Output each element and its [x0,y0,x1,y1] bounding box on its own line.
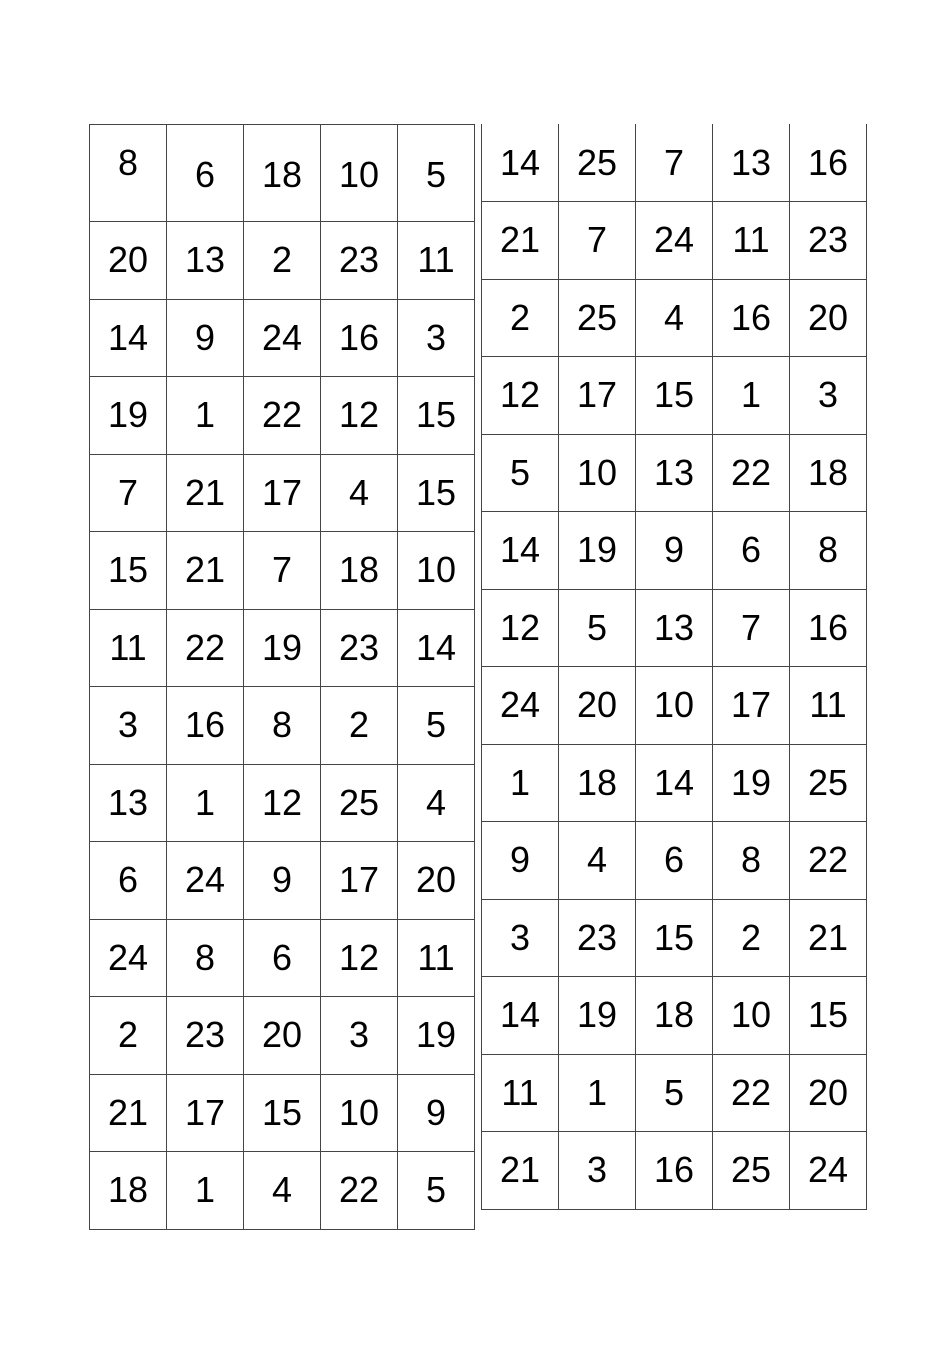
grid-cell: 22 [321,1152,398,1230]
grid-cell: 20 [559,667,636,745]
grid-cell: 9 [167,299,244,377]
grid-cell: 7 [244,532,321,610]
grid-cell: 23 [167,997,244,1075]
grid-row [90,842,475,920]
grid-cell: 24 [482,667,559,745]
grid-cell: 18 [321,532,398,610]
grid-cell: 3 [398,299,475,377]
grid-cell: 18 [790,434,867,512]
grid-cell: 1 [167,1152,244,1230]
grid-cell: 8 [713,822,790,900]
grid-cell: 15 [398,454,475,532]
grid-cell: 2 [713,899,790,977]
grid-cell: 11 [482,1054,559,1132]
grid-cell: 20 [244,997,321,1075]
grid-cell: 19 [244,609,321,687]
grid-cell: 22 [713,1054,790,1132]
grid-cell: 3 [321,997,398,1075]
grid-cell: 12 [482,357,559,435]
grid-cell: 25 [559,124,636,202]
grid-cell: 23 [321,222,398,300]
grid-cell: 23 [559,899,636,977]
grid-cell: 15 [398,377,475,455]
grid-row [482,899,867,977]
grid-cell: 11 [790,667,867,745]
grid-cell: 14 [482,512,559,590]
grid-row [482,977,867,1055]
grid-cell: 2 [244,222,321,300]
grid-cell: 10 [713,977,790,1055]
grid-row [482,202,867,280]
grid-cell: 16 [790,589,867,667]
grid-row [482,279,867,357]
grid-row [482,124,867,202]
grid-row [90,997,475,1075]
grid-cell: 12 [321,919,398,997]
grid-cell: 19 [559,977,636,1055]
grid-cell: 18 [244,125,321,222]
grid-cell: 1 [713,357,790,435]
grid-cell: 15 [244,1074,321,1152]
grid-cell: 20 [90,222,167,300]
grid-cell: 15 [790,977,867,1055]
grid-cell: 19 [713,744,790,822]
grid-cell: 5 [482,434,559,512]
grid-cell: 3 [790,357,867,435]
grid-cell: 13 [167,222,244,300]
grid-cell: 1 [167,764,244,842]
grid-cell: 11 [713,202,790,280]
grid-cell: 25 [713,1132,790,1210]
grid-cell: 9 [244,842,321,920]
grid-row [482,512,867,590]
grid-cell: 8 [790,512,867,590]
grid-row [90,1074,475,1152]
grid-row [90,377,475,455]
grid-cell: 16 [713,279,790,357]
grid-row [482,357,867,435]
grid-cell: 20 [790,1054,867,1132]
grid-cell: 14 [482,977,559,1055]
grid-cell: 4 [321,454,398,532]
grid-cell: 3 [559,1132,636,1210]
grid-cell: 13 [636,434,713,512]
grid-row [90,687,475,765]
grid-cell: 5 [559,589,636,667]
grid-cell: 10 [321,1074,398,1152]
grid-cell: 11 [398,222,475,300]
grid-cell: 11 [398,919,475,997]
grid-cell: 9 [636,512,713,590]
grid-cell: 12 [244,764,321,842]
grid-cell: 2 [90,997,167,1075]
grid-cell: 14 [90,299,167,377]
grid-cell: 4 [244,1152,321,1230]
grid-cell: 18 [90,1152,167,1230]
grid-cell: 15 [636,357,713,435]
grid-cell: 16 [636,1132,713,1210]
right-grid-body [482,124,867,1209]
grid-cell: 11 [90,609,167,687]
grid-cell: 18 [559,744,636,822]
grid-cell: 23 [790,202,867,280]
grid-cell: 13 [713,124,790,202]
grid-cell: 20 [790,279,867,357]
grid-row [90,609,475,687]
grid-cell: 22 [167,609,244,687]
grid-cell: 13 [90,764,167,842]
grid-cell: 8 [244,687,321,765]
grid-cell: 1 [482,744,559,822]
grid-cell: 4 [398,764,475,842]
grid-cell: 19 [90,377,167,455]
grid-cell: 17 [713,667,790,745]
grid-cell: 19 [559,512,636,590]
grid-cell: 16 [167,687,244,765]
grid-cell: 12 [482,589,559,667]
grid-cell: 7 [559,202,636,280]
grid-cell: 6 [90,842,167,920]
grid-cell: 21 [482,202,559,280]
grid-cell: 17 [244,454,321,532]
left-number-grid [89,124,475,1230]
grid-cell: 15 [636,899,713,977]
grid-cell: 1 [167,377,244,455]
grid-cell: 3 [482,899,559,977]
grid-cell: 5 [398,1152,475,1230]
grid-cell: 24 [790,1132,867,1210]
grid-cell: 25 [321,764,398,842]
grid-cell: 4 [559,822,636,900]
grid-cell: 24 [244,299,321,377]
grid-cell: 2 [321,687,398,765]
grid-cell: 4 [636,279,713,357]
grid-cell: 6 [713,512,790,590]
grid-row [90,919,475,997]
grid-cell: 17 [321,842,398,920]
grid-cell: 13 [636,589,713,667]
grid-cell: 14 [636,744,713,822]
left-grid-body [90,125,475,1230]
grid-row [482,434,867,512]
grid-cell: 25 [559,279,636,357]
grid-row [482,1054,867,1132]
grid-cell: 6 [167,125,244,222]
grid-cell: 24 [90,919,167,997]
grid-cell: 17 [559,357,636,435]
grid-cell: 8 [167,919,244,997]
grid-cell: 5 [398,125,475,222]
grid-cell: 9 [398,1074,475,1152]
grid-cell: 15 [90,532,167,610]
grid-cell: 5 [636,1054,713,1132]
grid-cell: 10 [636,667,713,745]
grid-row [482,744,867,822]
grid-cell: 22 [244,377,321,455]
grid-cell: 23 [321,609,398,687]
grid-cell: 8 [90,125,167,222]
grid-cell: 3 [90,687,167,765]
grid-cell: 12 [321,377,398,455]
grid-row [482,822,867,900]
grid-cell: 21 [167,532,244,610]
grid-cell: 18 [636,977,713,1055]
grid-row [90,532,475,610]
grid-cell: 14 [398,609,475,687]
grid-row [90,125,475,222]
grid-cell: 14 [482,124,559,202]
grid-cell: 2 [482,279,559,357]
grid-cell: 19 [398,997,475,1075]
grid-cell: 20 [398,842,475,920]
grid-cell: 16 [790,124,867,202]
grid-cell: 21 [482,1132,559,1210]
grid-cell: 1 [559,1054,636,1132]
grid-cell: 10 [321,125,398,222]
grid-cell: 24 [636,202,713,280]
grid-cell: 6 [636,822,713,900]
grid-cell: 21 [90,1074,167,1152]
grid-cell: 25 [790,744,867,822]
grid-row [90,764,475,842]
grid-cell: 7 [713,589,790,667]
grid-cell: 21 [167,454,244,532]
grid-cell: 21 [790,899,867,977]
grid-row [90,222,475,300]
grid-cell: 7 [90,454,167,532]
grid-cell: 5 [398,687,475,765]
grid-cell: 10 [398,532,475,610]
grid-cell: 22 [790,822,867,900]
grid-cell: 10 [559,434,636,512]
grid-row [90,1152,475,1230]
grid-cell: 16 [321,299,398,377]
grid-row [482,667,867,745]
grid-row [90,454,475,532]
grid-cell: 17 [167,1074,244,1152]
grid-cell: 6 [244,919,321,997]
grid-row [482,589,867,667]
grid-row [90,299,475,377]
grid-cell: 7 [636,124,713,202]
right-number-grid [481,124,867,1210]
grid-cell: 24 [167,842,244,920]
grid-cell: 22 [713,434,790,512]
grid-row [482,1132,867,1210]
grid-cell: 9 [482,822,559,900]
